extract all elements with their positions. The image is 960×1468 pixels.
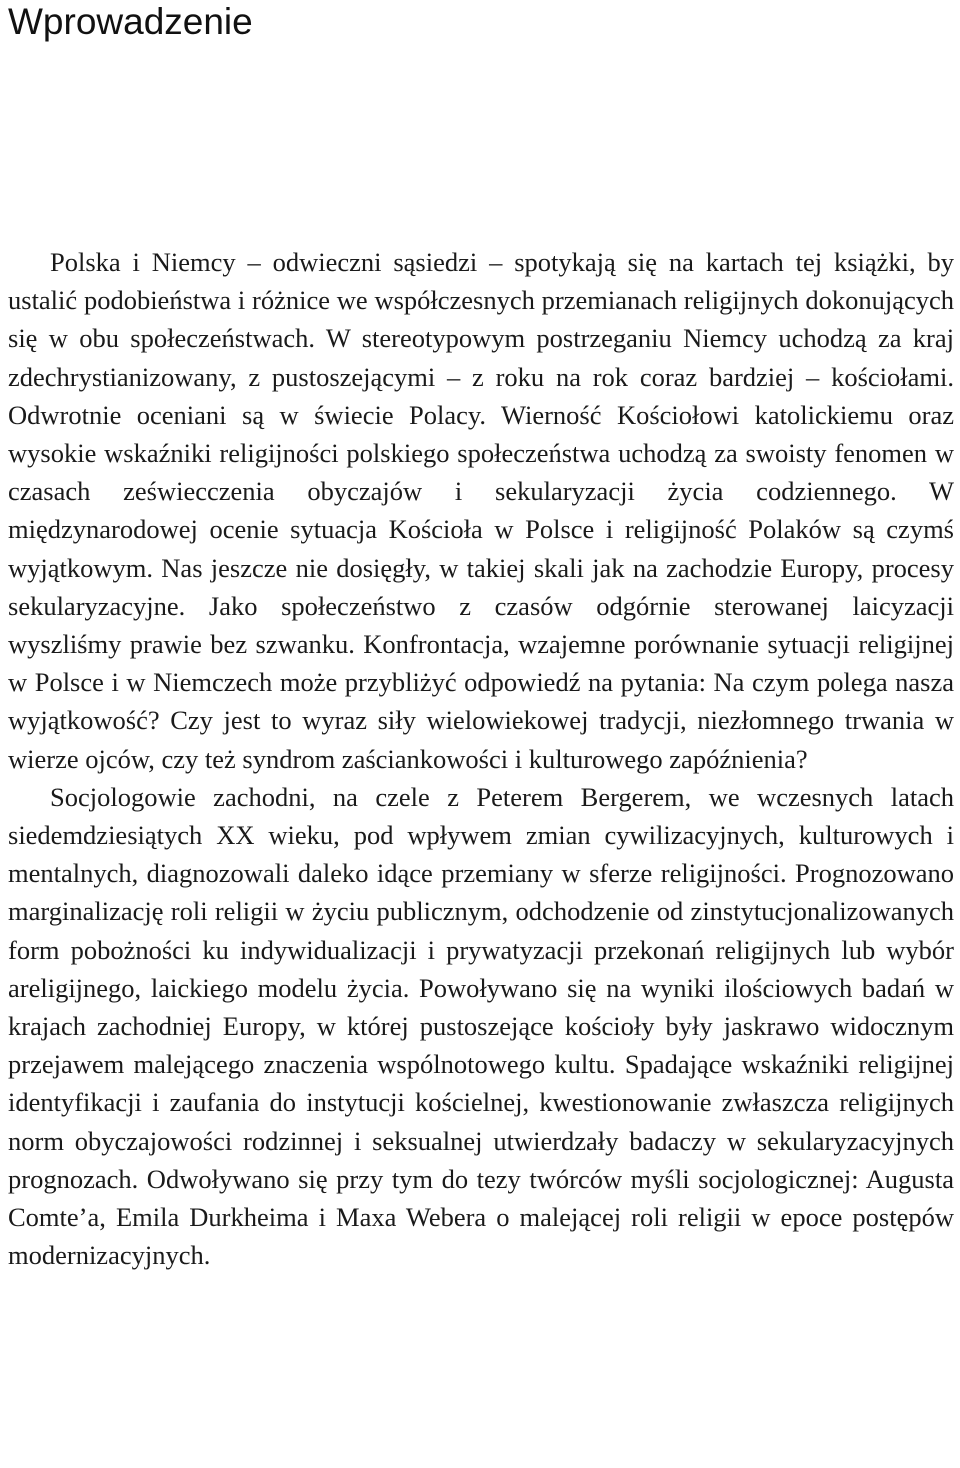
page-title: Wprowadzenie [8,1,253,42]
paragraph: Polska i Niemcy – odwieczni sąsiedzi – spotykają się na kartach tej książki, by ustalić podobieństwa i różnice we współczesnych przemianach religijnych dokonujących się w obu społeczeństwach. W stereotypowym postrzeganiu Niemcy uchodzą za kraj zdechrystianizowany, z pustoszejącymi – z roku na rok coraz bardziej – kościołami. Odwrotnie oceniani są w świecie Polacy. Wierność Kościołowi katolickiemu oraz wysokie wskaźniki religijności polskiego społeczeństwa uchodzą za swoisty fenomen w czasach zeświecczenia obyczajów i sekularyzacji życia codziennego. W międzynarodowej ocenie sytuacja Kościoła w Polsce i religijność Polaków są czymś wyjątkowym. Nas jeszcze nie dosięgły, w takiej skali jak na zachodzie Europy, procesy sekularyzacyjne. Jako społeczeństwo z czasów odgórnie sterowanej laicyzacji wyszliśmy prawie bez szwanku. Konfrontacja, wzajemne porównanie sytuacji religijnej w Polsce i w Niemczech może przybliżyć odpowiedź na pytania: Na czym polega nasza wyjątkowość? Czy jest to wyraz siły wielowiekowej tradycji, niezłomnego trwania w wierze ojców, czy też syndrom zaściankowości i kulturowego zapóźnienia? [8,247,954,774]
body-text [8,243,954,1274]
paragraph: Socjologowie zachodni, na czele z Peterem Bergerem, we wczesnych latach siedemdziesiątych XX wieku, pod wpływem zmian cywilizacyjnych, kulturowych i mentalnych, diagnozowali daleko idące przemiany w sferze religijności. Prognozowano marginalizację roli religii w życiu publicznym, odchodzenie od zinstytucjonalizowanych form pobożności ku indywidualizacji i prywatyzacji przekonań religijnych lub wybór areligijnego, laickiego modelu życia. Powoływano się na wyniki ilościowych badań w krajach zachodniej Europy, w której pustoszejące kościoły były jaskrawo widocznym przejawem malejącego znaczenia wspólnotowego kultu. Spadające wskaźniki religijnej identyfikacji i zaufania do instytucji kościelnej, kwestionowanie zwłaszcza religijnych norm obyczajowości rodzinnej i seksualnej utwierdzały badaczy w sekularyzacyjnych prognozach. Odwoływano się przy tym do tezy twórców myśli socjologicznej: Augusta Comte’a, Emila Durkheima i Maxa Webera o malejącej roli religii w epoce postępów modernizacyjnych. [8,781,954,1271]
